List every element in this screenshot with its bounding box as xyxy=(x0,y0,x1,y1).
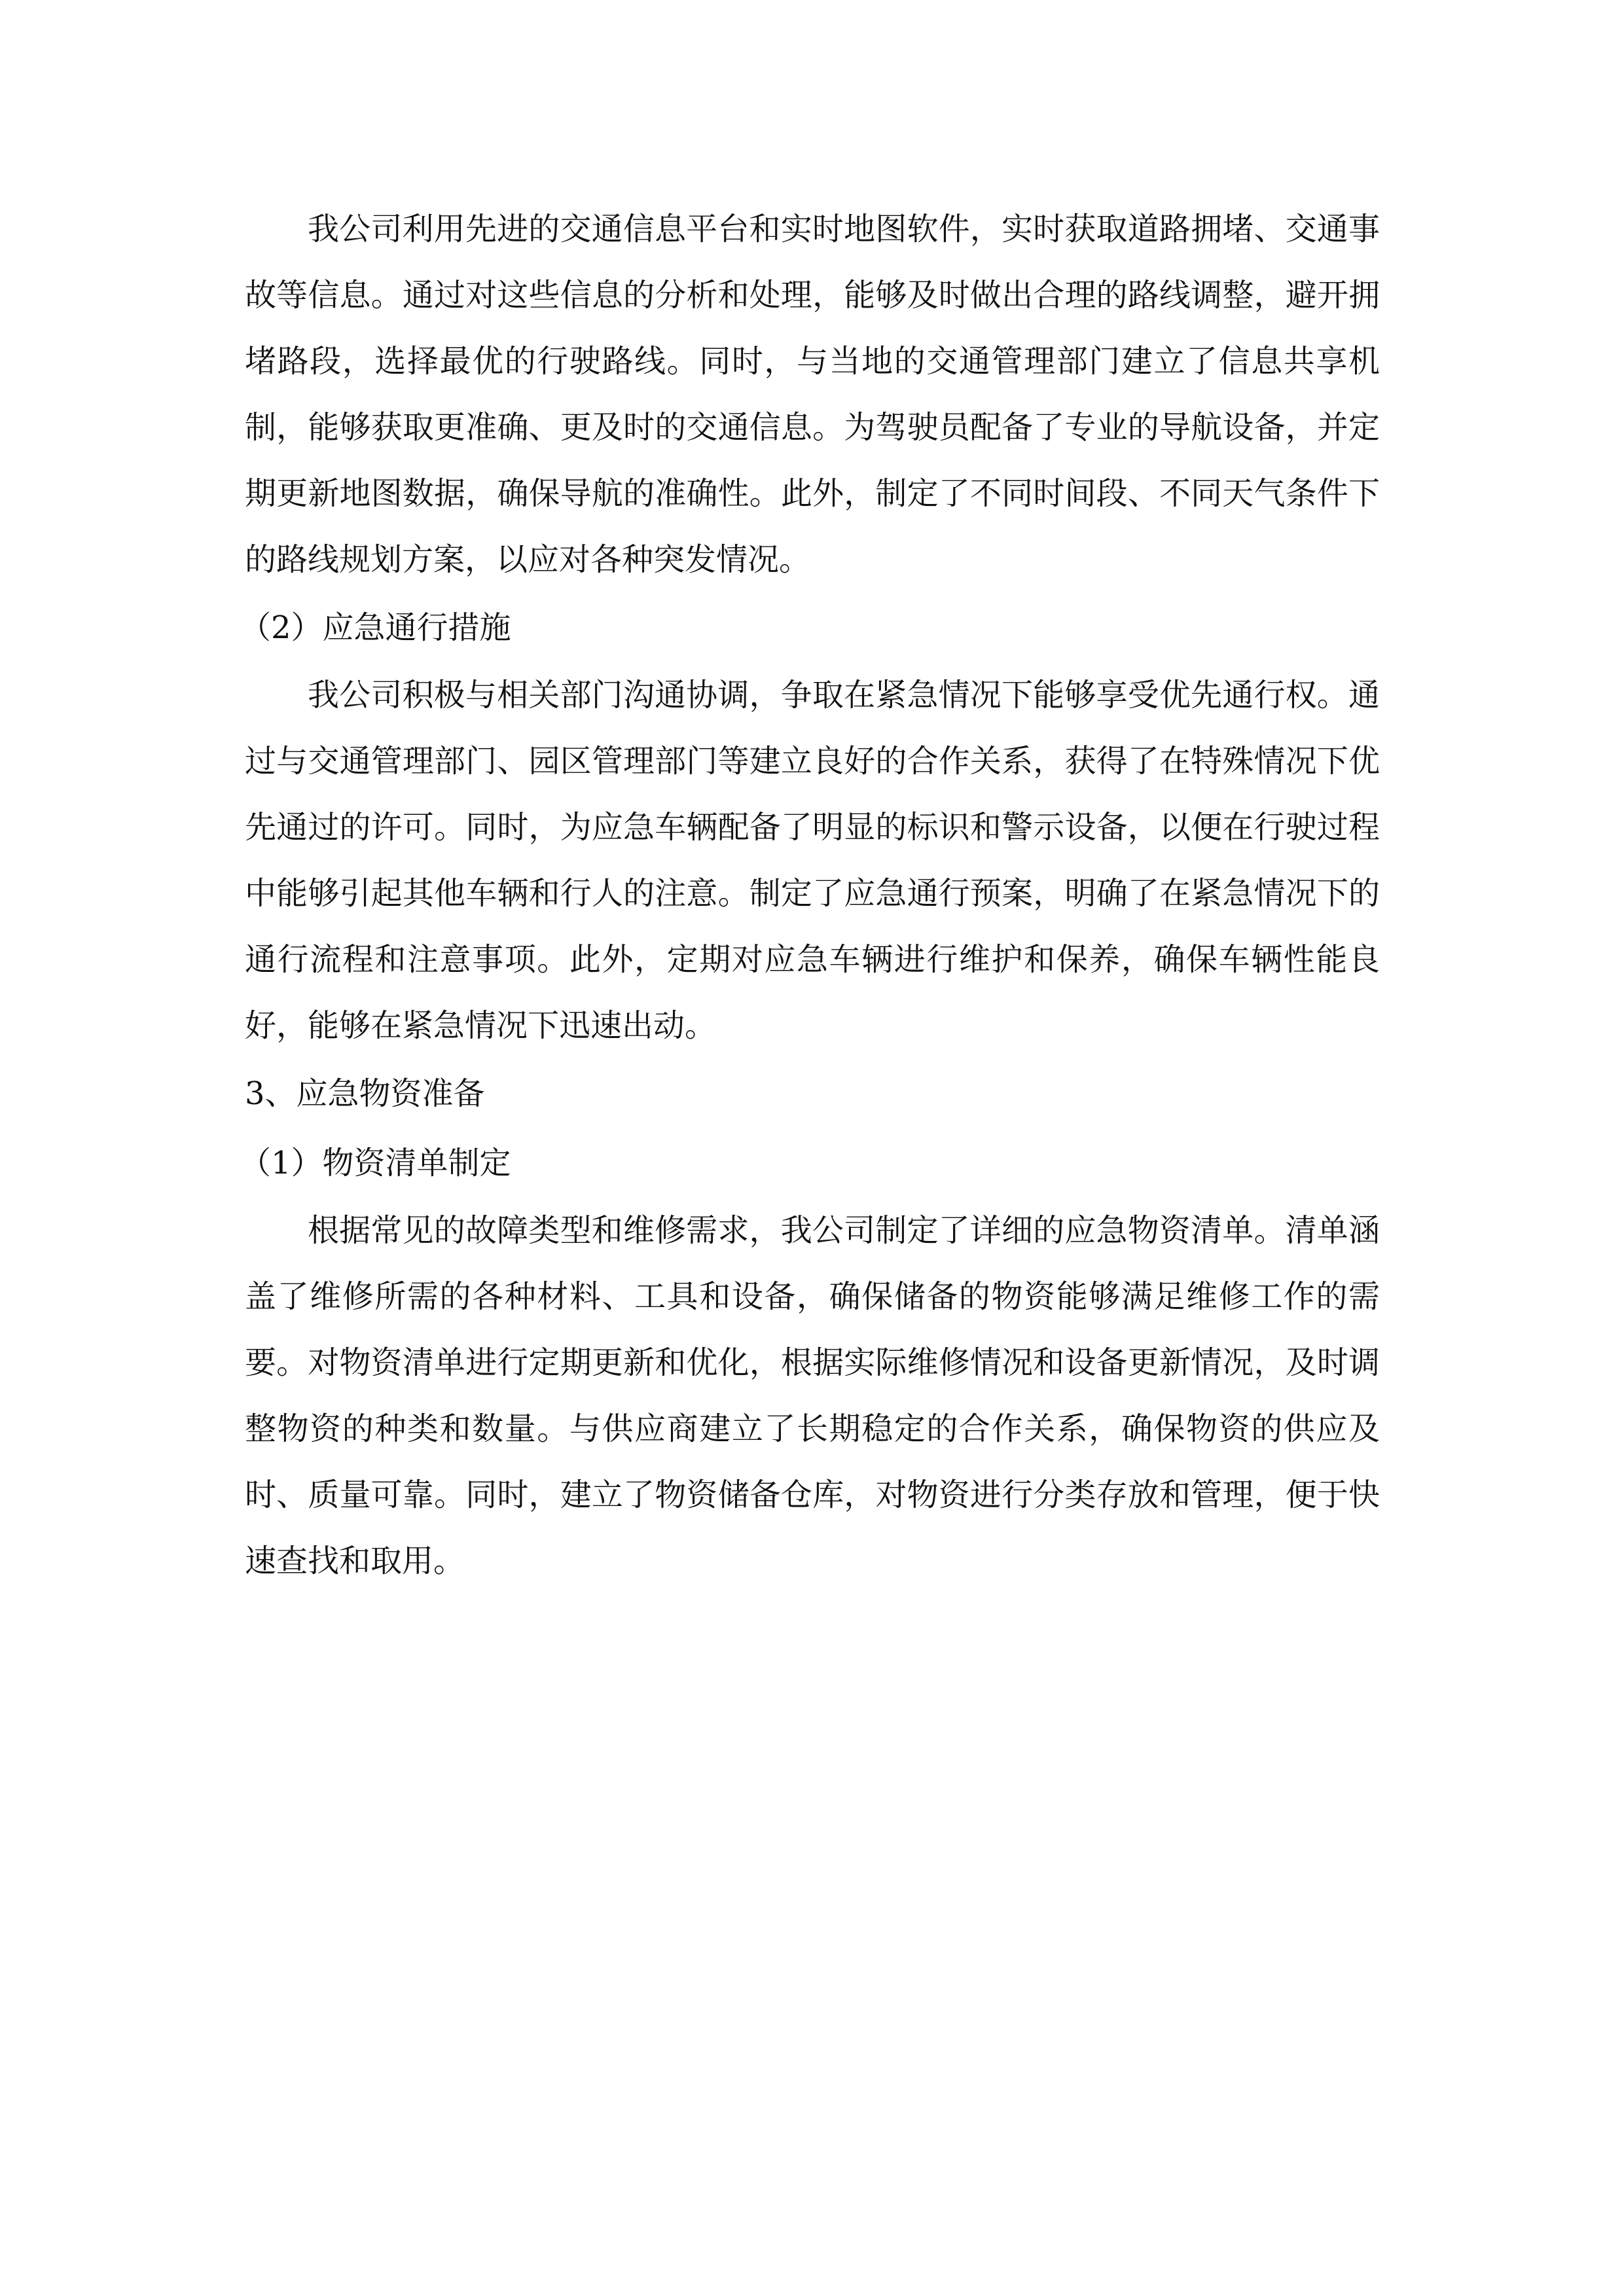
heading-emergency-materials: 3、应急物资准备 xyxy=(245,1075,485,1112)
paragraph-route-planning: 我公司利用先进的交通信息平台和实时地图软件，实时获取道路拥堵、交通事故等信息。通过对这些信息的分析和处理，能够及时做出合理的路线调整，避开拥堵路段，选择最优的行驶路线。同时，与当地的交通管理部门建立了信息共享机制，能够获取更准确、更及时的交通信息。为驾驶员配备了专业的导航设备，并定期更新地图数据，确保导航的准确性。此外，制定了不同时间段、不同天气条件下的路线规划方案，以应对各种突发情况。 xyxy=(245,211,1380,578)
paragraph-material-list: 根据常见的故障类型和维修需求，我公司制定了详细的应急物资清单。清单涵盖了维修所需的各种材料、工具和设备，确保储备的物资能够满足维修工作的需要。对物资清单进行定期更新和优化，根据实际维修情况和设备更新情况，及时调整物资的种类和数量。与供应商建立了长期稳定的合作关系，确保物资的供应及时、质量可靠。同时，建立了物资储备仓库，对物资进行分类存放和管理，便于快速查找和取用。 xyxy=(245,1212,1380,1579)
heading-material-list: （1）物资清单制定 xyxy=(240,1145,511,1181)
heading-emergency-passage: （2）应急通行措施 xyxy=(240,609,511,646)
document-body xyxy=(240,196,1380,1594)
paragraph-emergency-passage: 我公司积极与相关部门沟通协调，争取在紧急情况下能够享受优先通行权。通过与交通管理部门、园区管理部门等建立良好的合作关系，获得了在特殊情况下优先通过的许可。同时，为应急车辆配备了明显的标识和警示设备，以便在行驶过程中能够引起其他车辆和行人的注意。制定了应急通行预案，明确了在紧急情况下的通行流程和注意事项。此外，定期对应急车辆进行维护和保养，确保车辆性能良好，能够在紧急情况下迅速出动。 xyxy=(245,677,1380,1044)
